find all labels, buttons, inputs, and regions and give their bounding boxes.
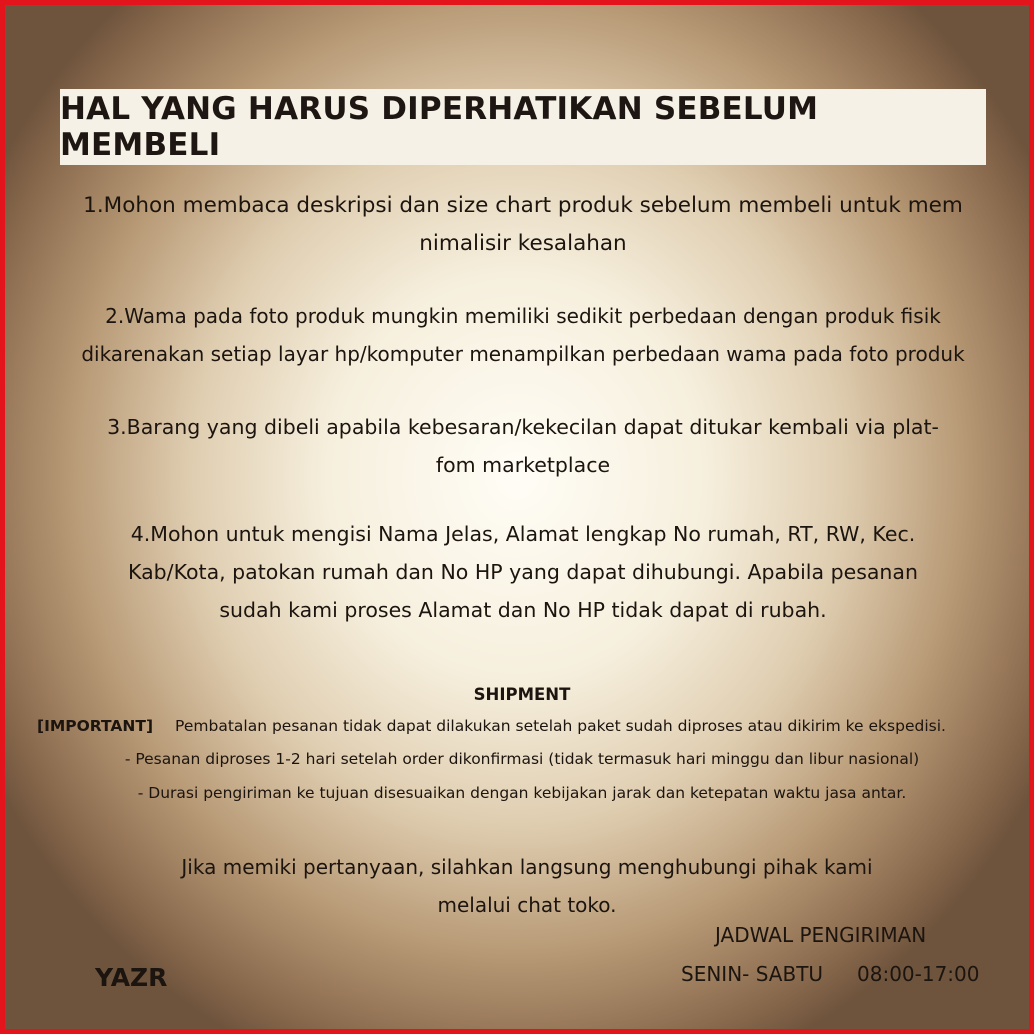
point-2 (45, 297, 1001, 373)
page-title (60, 89, 986, 165)
point-2-line-2: dikarenakan setiap layar hp/komputer menampilkan perbedaan wama pada foto produk (81, 342, 965, 366)
important-text: Pembatalan pesanan tidak dapat dilakukan setelah paket sudah diproses atau dikirim ke ekspedisi. (175, 717, 946, 735)
shipment-important (37, 717, 946, 735)
brand-logo: YAZR (95, 963, 168, 992)
contact-info (5, 848, 1034, 924)
point-4 (45, 515, 1001, 629)
point-1-line-1: 1.Mohon membaca deskripsi dan size chart produk sebelum membeli untuk mem (83, 193, 963, 218)
shipment-heading: SHIPMENT (473, 685, 571, 704)
schedule-hours: 08:00-17:00 (857, 962, 980, 986)
title-text: HAL YANG HARUS DIPERHATIKAN SEBELUM MEMBELI (60, 91, 819, 163)
point-2-line-1: 2.Wama pada foto produk mungkin memiliki sedikit perbedaan dengan produk fisik (105, 304, 941, 328)
shipment-note-1: - Pesanan diproses 1-2 hari setelah order dikonfirmasi (tidak termasuk hari minggu dan libur nasional) (124, 750, 920, 768)
schedule-heading: JADWAL PENGIRIMAN (715, 923, 927, 947)
contact-line-2: melalui chat toko. (437, 893, 617, 917)
point-3-line-2: fom marketplace (435, 453, 611, 477)
schedule-days: SENIN- SABTU (681, 962, 824, 986)
point-3 (45, 408, 1001, 484)
contact-line-1: Jika memiki pertanyaan, silahkan langsung menghubungi pihak kami (181, 855, 873, 879)
important-label: [IMPORTANT] (37, 717, 154, 735)
shipment-note-2: - Durasi pengiriman ke tujuan disesuaikan dengan kebijakan jarak dan ketepatan waktu jasa antar. (137, 784, 907, 802)
point-4-line-2: Kab/Kota, patokan rumah dan No HP yang dapat dihubungi. Apabila pesanan (128, 560, 918, 584)
point-1 (45, 187, 1001, 263)
point-3-line-1: 3.Barang yang dibeli apabila kebesaran/kekecilan dapat ditukar kembali via plat- (107, 415, 939, 439)
point-4-line-3: sudah kami proses Alamat dan No HP tidak dapat di rubah. (219, 598, 827, 622)
point-4-line-1: 4.Mohon untuk mengisi Nama Jelas, Alamat lengkap No rumah, RT, RW, Kec. (130, 522, 916, 546)
point-1-line-2: nimalisir kesalahan (419, 231, 627, 256)
